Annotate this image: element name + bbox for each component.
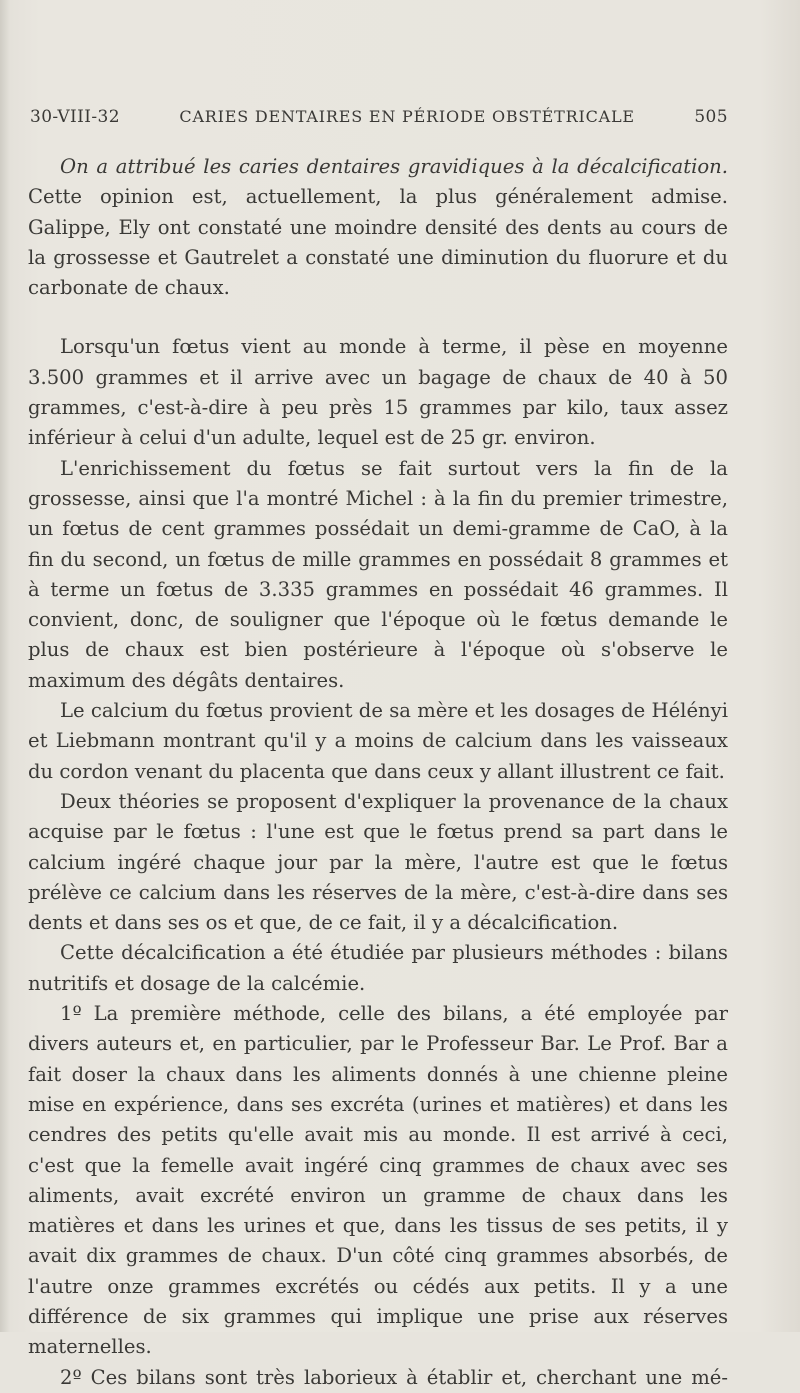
paragraph-2: Lorsqu'un fœtus vient au monde à terme, il pèse en moyenne 3.500 grammes et il arrive avec un bagage de chaux de 40 à 50 grammes, c'est-à-dire à peu près 15 grammes par kilo, taux assez inférieur à celui d'un adulte, lequel est de 25 gr. environ. bbox=[28, 335, 728, 450]
paragraph-6: Cette décalcification a été étudiée par plusieurs méthodes : bilans nutritifs et dosage de la calcémie. bbox=[28, 941, 728, 995]
header-date: 30-VIII-32 bbox=[30, 107, 120, 127]
paragraph-4: Le calcium du fœtus provient de sa mère et les dosages de Hélényi et Liebmann montrant qu'il y a moins de calcium dans les vaisseaux du cordon venant du placenta que dans ceux y allant illustrent ce fait. bbox=[28, 699, 728, 783]
page-number: 505 bbox=[694, 107, 728, 127]
paragraph-5: Deux théories se proposent d'expliquer la provenance de la chaux acquise par le fœtus : l'une est que le fœtus prend sa part dans le calcium ingéré chaque jour par la mère, l'autre est que le fœtus prélève ce calcium dans les réserves de la mère, c'est-à-dire dans ses dents et dans ses os et que, de ce fait, il y a décalcification. bbox=[28, 789, 728, 935]
paragraph-1-lead: On a attribué les caries dentaires gravidiques à la décalcification. bbox=[60, 155, 728, 178]
running-header bbox=[30, 107, 728, 127]
paragraph-1 bbox=[28, 152, 728, 303]
paragraph-3: L'enrichissement du fœtus se fait surtout vers la fin de la grossesse, ainsi que l'a montré Michel : à la fin du premier trimestre, un fœtus de cent grammes possédait un demi-gramme de CaO, à la fin du second, un fœtus de mille grammes en possédait 8 grammes et à terme un fœtus de 3.335 grammes en possédait 46 grammes. Il convient, donc, de souligner que l'époque où le fœtus demande le plus de chaux est bien postérieure à l'époque où s'observe le maximum des dégâts dentaires. bbox=[28, 456, 728, 692]
paragraph-8: 2º Ces bilans sont très laborieux à établir et, cherchant une mé- bbox=[60, 1365, 728, 1389]
body-text bbox=[28, 152, 728, 1393]
header-title: CARIES DENTAIRES EN PÉRIODE OBSTÉTRICALE bbox=[179, 107, 635, 126]
paragraph-7: 1º La première méthode, celle des bilans, a été employée par divers auteurs et, en particulier, par le Professeur Bar. Le Prof. Bar a fait doser la chaux dans les aliments donnés à une chienne pleine mise en expérience, dans ses excréta (urines et matières) et dans les cendres des petits qu'elle avait mis au monde. Il est arrivé à ceci, c'est que la femelle avait ingéré cinq grammes de chaux avec ses aliments, avait excrété environ un gramme de chaux dans les matières et dans les urines et que, dans les tissus de ses petits, il y avait dix grammes de chaux. D'un côté cinq grammes absorbés, de l'autre onze grammes excrétés ou cédés aux petits. Il y a une différence de six grammes qui implique une prise aux réserves maternelles. bbox=[28, 1002, 728, 1359]
paragraph-1-text: Cette opinion est, actuellement, la plus généralement admise. Galippe, Ely ont constaté une moindre densité des dents au cours de la grossesse et Gautrelet a constaté une diminution du fluorure et du carbonate de chaux. bbox=[28, 185, 728, 300]
